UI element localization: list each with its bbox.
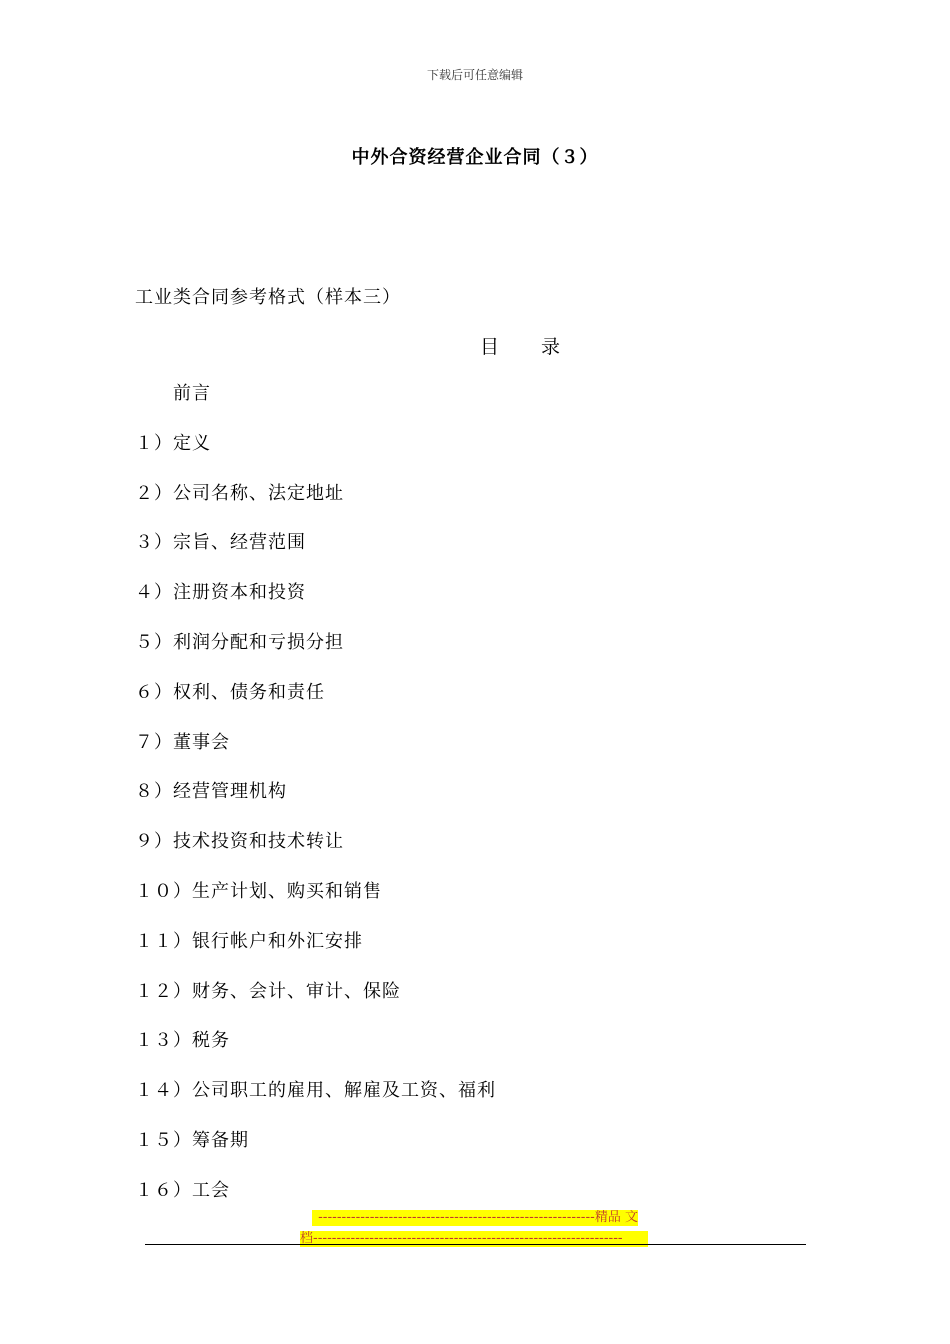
header-note: 下载后可任意编辑 [426,68,523,82]
document-title: 中外合资经营企业合同（３） [351,147,599,168]
document-subtitle: 工业类合同参考格式（样本三） [135,287,401,308]
footer-watermark-banner [300,1210,650,1252]
table-of-contents [0,382,950,1229]
toc-item-1 [0,432,950,482]
toc-item-5 [0,631,950,681]
toc-item-11 [0,930,950,980]
toc-item-label: １）定义 [135,432,211,454]
toc-item-label: ７）董事会 [135,731,230,753]
toc-item-9 [0,830,950,880]
toc-item-6 [0,681,950,731]
toc-item-2 [0,482,950,532]
toc-item-label: ８）经营管理机构 [135,781,287,803]
toc-item-7 [0,731,950,781]
toc-item-8 [0,780,950,830]
toc-heading [480,332,560,359]
toc-item-label: １４）公司职工的雇用、解雇及工资、福利 [135,1080,496,1102]
toc-item-label: １１）银行帐户和外汇安排 [135,930,363,952]
toc-item-14 [0,1079,950,1129]
toc-item-label: １５）筹备期 [135,1129,249,1151]
footer-divider [145,1244,806,1245]
toc-item-label: ５）利润分配和亏损分担 [135,631,344,653]
footer-banner-line-2: 档------------------------------------------------------------------ [300,1231,648,1247]
toc-item-label: １０）生产计划、购买和销售 [135,880,382,902]
toc-item-10 [0,880,950,930]
toc-heading-right: 录 [541,336,561,358]
toc-item-label: 前言 [173,383,211,404]
toc-item-label: １３）税务 [135,1030,230,1052]
toc-heading-left: 目 [480,336,500,358]
toc-item-preface [0,382,950,432]
toc-item-label: ９）技术投资和技术转让 [135,831,344,853]
toc-item-12 [0,980,950,1030]
toc-item-label: ３）宗旨、经营范围 [135,532,306,554]
toc-item-4 [0,581,950,631]
toc-item-label: １６）工会 [135,1179,230,1201]
toc-item-13 [0,1029,950,1079]
toc-item-label: ６）权利、债务和责任 [135,681,325,703]
toc-item-15 [0,1129,950,1179]
toc-item-label: ２）公司名称、法定地址 [135,482,344,504]
footer-banner-line-1: -----------------------------------------------------------精品 文 [312,1210,638,1226]
toc-item-label: ４）注册资本和投资 [135,582,306,604]
toc-item-label: １２）财务、会计、审计、保险 [135,980,401,1002]
toc-item-3 [0,531,950,581]
